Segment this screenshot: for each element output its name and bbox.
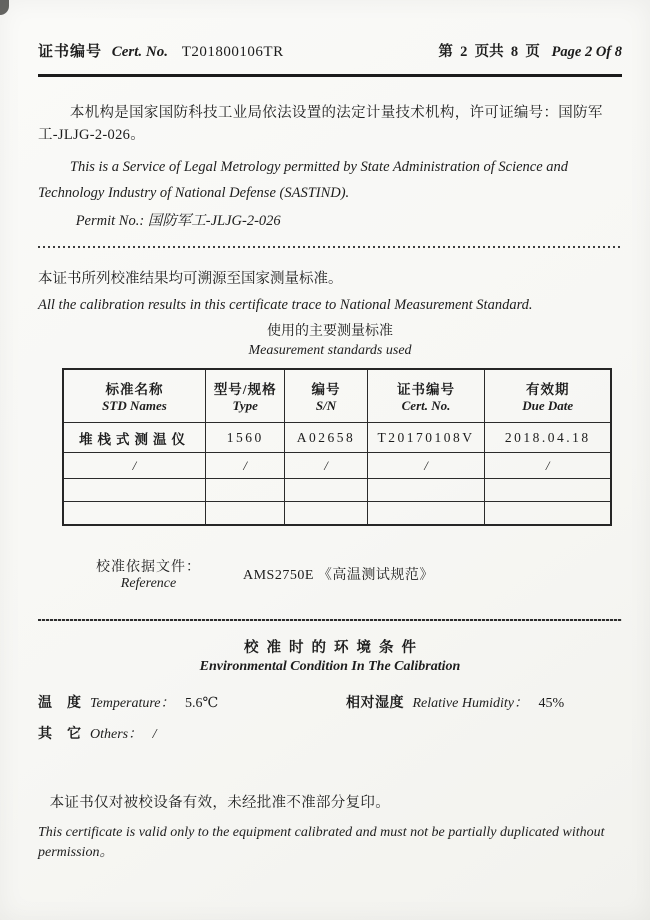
table-cell <box>205 479 284 502</box>
col-header-zh: 型号/规格 <box>213 382 277 398</box>
table-cell <box>485 479 611 502</box>
reference-label <box>96 556 201 592</box>
traceability-zh: 本证书所列校准结果均可溯源至国家测量标准。 <box>38 270 343 287</box>
others-label-zh: 其 它 <box>38 727 82 743</box>
standards-title-en: Measurement standards used <box>248 342 412 358</box>
table-cell: A02658 <box>285 423 367 453</box>
cert-number: T201800106TR <box>181 44 284 60</box>
validity-notice <box>38 791 622 861</box>
col-header-zh: 证书编号 <box>397 382 456 398</box>
table-cell: 2018.04.18 <box>485 423 611 453</box>
table-cell <box>285 502 367 526</box>
reference-label-en: Reference <box>120 576 177 592</box>
environment-title-zh: 校准时的环境条件 <box>244 640 424 657</box>
table-cell: / <box>285 453 367 479</box>
standards-title-zh: 使用的主要测量标准 <box>267 323 393 339</box>
page-number-block <box>438 40 622 61</box>
others-value: / <box>152 727 157 743</box>
col-header-due-date <box>485 369 611 423</box>
standards-table <box>62 368 612 526</box>
temperature-humidity-row <box>38 692 622 714</box>
col-header-zh: 有效期 <box>525 382 570 398</box>
table-cell: 堆栈式测温仪 <box>63 423 205 453</box>
col-header-en: Due Date <box>522 398 574 414</box>
col-header-en: S/N <box>315 398 337 414</box>
legal-metrology-statement <box>38 103 622 230</box>
table-cell <box>205 502 284 526</box>
col-header-zh: 标准名称 <box>105 382 164 398</box>
others-row <box>38 723 622 745</box>
environment-section <box>38 636 622 745</box>
col-header-std-names <box>63 369 205 423</box>
table-header-row <box>63 369 611 423</box>
table-cell: T20170108V <box>367 423 485 453</box>
table-row <box>63 453 611 479</box>
cert-number-block <box>38 40 284 61</box>
others-label-en: Others： <box>90 727 143 743</box>
environment-values <box>38 692 622 745</box>
humidity-label-zh: 相对湿度 <box>346 696 404 712</box>
table-row <box>63 502 611 526</box>
table-row <box>63 423 611 453</box>
table-cell: / <box>63 453 205 479</box>
cert-no-label-en: Cert. No. <box>111 44 169 60</box>
table-cell: / <box>367 453 485 479</box>
table-cell <box>63 479 205 502</box>
validity-notice-zh: 本证书仅对被校设备有效，未经批准不准部分复印。 <box>49 795 390 812</box>
humidity-value: 45% <box>538 696 565 712</box>
page-number-zh: 第 2 页共 8 页 <box>438 44 540 60</box>
traceability-statement <box>38 267 622 314</box>
table-cell <box>367 479 485 502</box>
col-header-en: Type <box>232 398 258 414</box>
table-cell <box>485 502 611 526</box>
environment-title-en: Environmental Condition In The Calibration <box>199 659 461 675</box>
temperature-label-zh: 温 度 <box>38 696 82 712</box>
table-cell: / <box>205 453 284 479</box>
header-rule <box>38 74 622 77</box>
reference-label-zh: 校准依据文件： <box>96 560 201 576</box>
standards-section-title <box>38 323 622 361</box>
table-cell: 1560 <box>205 423 284 453</box>
dashed-divider <box>38 619 622 621</box>
dotted-divider <box>38 246 622 248</box>
statement-zh: 本机构是国家国防科技工业局依法设置的法定计量技术机构，许可证编号：国防军工-JLJG-2-026。 <box>38 105 603 143</box>
reference-value: AMS2750E 《高温测试规范》 <box>243 568 434 584</box>
traceability-en: All the calibration results in this certificate trace to National Measurement Standard. <box>38 296 533 313</box>
col-header-en: STD Names <box>102 398 167 414</box>
page-header <box>38 40 622 61</box>
scan-corner-artifact <box>0 0 9 15</box>
table-cell <box>367 502 485 526</box>
table-cell: / <box>485 453 611 479</box>
humidity-label-en: Relative Humidity： <box>412 696 528 712</box>
cert-no-label-zh: 证书编号 <box>38 44 103 60</box>
statement-en: This is a Service of Legal Metrology permitted by State Administration of Science and Technology Industry of National Defense (SASTIND). <box>38 158 569 201</box>
reference-section <box>96 556 622 592</box>
temperature-field <box>38 692 218 712</box>
col-header-zh: 编号 <box>311 382 341 398</box>
validity-notice-en: This certificate is valid only to the equipment calibrated and must not be partially duplicated without permission。 <box>38 825 605 861</box>
permit-number-line: Permit No.: 国防军工-JLJG-2-026 <box>75 212 281 229</box>
temperature-label-en: Temperature： <box>90 696 175 712</box>
table-row <box>63 479 611 502</box>
humidity-field <box>346 692 564 712</box>
table-cell <box>63 502 205 526</box>
temperature-value: 5.6℃ <box>185 696 219 712</box>
table-cell <box>285 479 367 502</box>
col-header-serial <box>285 369 367 423</box>
page-number-en: Page 2 Of 8 <box>551 44 622 60</box>
others-field <box>38 723 157 743</box>
col-header-type <box>205 369 284 423</box>
col-header-en: Cert. No. <box>401 398 451 414</box>
col-header-cert-no <box>367 369 485 423</box>
